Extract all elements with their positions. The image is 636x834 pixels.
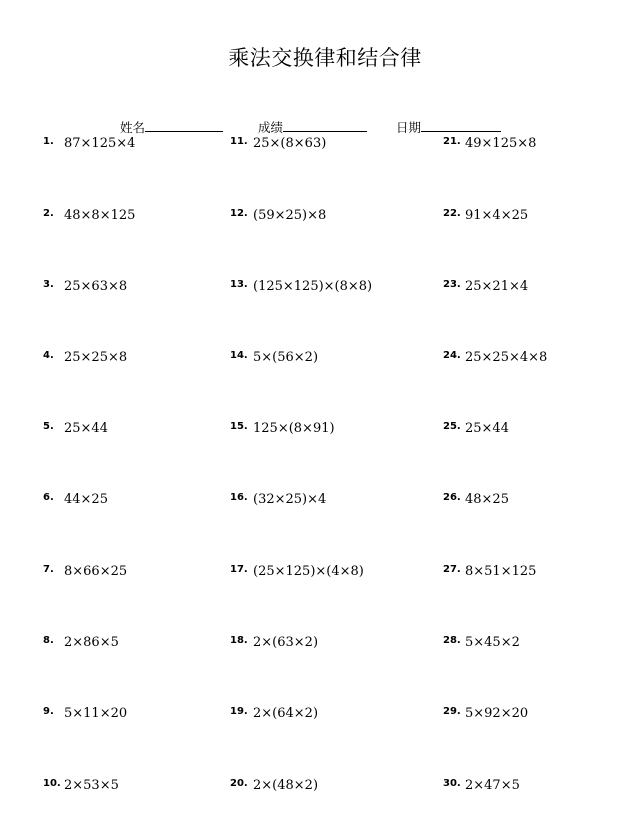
date-blank-line[interactable] xyxy=(421,119,501,132)
problem-expression: 91×4×25 xyxy=(465,208,529,223)
worksheet-title: 乘法交换律和结合律 xyxy=(228,46,422,70)
problem-number: 20. xyxy=(230,778,248,789)
problem-expression: 2×(63×2) xyxy=(253,635,319,650)
problem-number: 15. xyxy=(230,421,248,432)
problem-number: 9. xyxy=(43,706,54,717)
problem-number: 3. xyxy=(43,279,54,290)
name-field xyxy=(120,118,223,136)
problem-number: 11. xyxy=(230,136,248,147)
problem-number: 18. xyxy=(230,635,248,646)
problem-number: 7. xyxy=(43,564,54,575)
score-label: 成绩 xyxy=(258,120,284,135)
problem-number: 10. xyxy=(43,778,61,789)
date-label: 日期 xyxy=(396,120,422,135)
problem-expression: (125×125)×(8×8) xyxy=(253,279,373,294)
problem-number: 28. xyxy=(443,635,461,646)
problem-number: 8. xyxy=(43,635,54,646)
problem-expression: 8×51×125 xyxy=(465,564,537,579)
name-blank-line[interactable] xyxy=(145,119,223,132)
problem-number: 27. xyxy=(443,564,461,575)
problem-expression: 48×25 xyxy=(465,492,509,507)
score-field xyxy=(258,118,367,136)
problem-number: 14. xyxy=(230,350,248,361)
problem-number: 26. xyxy=(443,492,461,503)
problem-number: 6. xyxy=(43,492,54,503)
problem-expression: 2×(64×2) xyxy=(253,706,319,721)
problem-expression: (32×25)×4 xyxy=(253,492,327,507)
problem-expression: 25×21×4 xyxy=(465,279,529,294)
problem-expression: 48×8×125 xyxy=(64,208,136,223)
problem-number: 17. xyxy=(230,564,248,575)
problem-expression: 44×25 xyxy=(64,492,108,507)
problem-number: 23. xyxy=(443,279,461,290)
problem-number: 16. xyxy=(230,492,248,503)
problem-expression: 87×125×4 xyxy=(64,136,136,151)
problem-expression: 5×11×20 xyxy=(64,706,128,721)
problem-expression: 25×63×8 xyxy=(64,279,128,294)
problem-expression: 25×25×8 xyxy=(64,350,128,365)
problem-number: 5. xyxy=(43,421,54,432)
problem-number: 30. xyxy=(443,778,461,789)
problem-expression: (25×125)×(4×8) xyxy=(253,564,364,579)
score-blank-line[interactable] xyxy=(283,119,367,132)
problem-expression: 2×(48×2) xyxy=(253,778,319,793)
problem-number: 25. xyxy=(443,421,461,432)
problem-expression: 5×92×20 xyxy=(465,706,529,721)
problem-expression: 25×44 xyxy=(465,421,509,436)
problem-number: 29. xyxy=(443,706,461,717)
problem-number: 22. xyxy=(443,208,461,219)
problem-expression: 25×44 xyxy=(64,421,108,436)
problem-expression: 5×(56×2) xyxy=(253,350,319,365)
problem-number: 19. xyxy=(230,706,248,717)
problem-number: 13. xyxy=(230,279,248,290)
problem-expression: 2×53×5 xyxy=(64,778,119,793)
problem-number: 12. xyxy=(230,208,248,219)
problem-expression: 5×45×2 xyxy=(465,635,520,650)
problem-expression: 2×47×5 xyxy=(465,778,520,793)
date-field xyxy=(396,118,501,136)
problem-number: 2. xyxy=(43,208,54,219)
problem-number: 24. xyxy=(443,350,461,361)
problem-expression: 8×66×25 xyxy=(64,564,128,579)
problem-number: 1. xyxy=(43,136,54,147)
problem-expression: 49×125×8 xyxy=(465,136,537,151)
problem-expression: (59×25)×8 xyxy=(253,208,327,223)
problem-expression: 25×(8×63) xyxy=(253,136,327,151)
problem-expression: 125×(8×91) xyxy=(253,421,335,436)
problem-number: 21. xyxy=(443,136,461,147)
problem-expression: 2×86×5 xyxy=(64,635,119,650)
problem-expression: 25×25×4×8 xyxy=(465,350,548,365)
problem-number: 4. xyxy=(43,350,54,361)
name-label: 姓名 xyxy=(120,120,146,135)
